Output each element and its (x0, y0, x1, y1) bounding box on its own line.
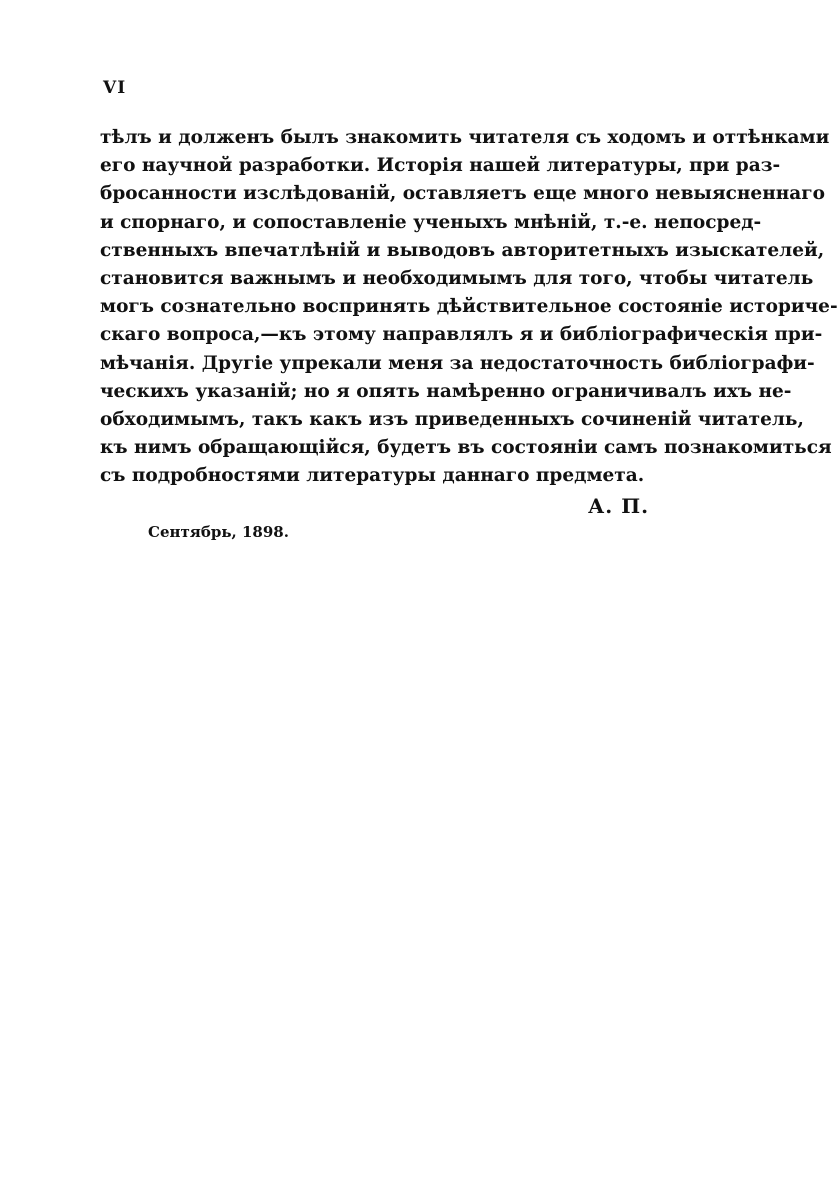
text-line: его научной разработки. Исторія нашей литературы, при раз- (100, 155, 781, 177)
text-line: ческихъ указаній; но я опять намѣренно ограничивалъ ихъ не- (100, 380, 792, 402)
text-line: тѣлъ и долженъ былъ знакомить читателя съ ходомъ и оттѣнками (100, 127, 830, 148)
text-line: скаго вопроса,—къ этому направлялъ я и библіографическія при- (100, 324, 823, 346)
text-line: съ подробностями литературы даннаго предмета. (100, 465, 645, 487)
date-line: Сентябрь, 1898. (148, 523, 289, 541)
text-line: бросанности изслѣдованій, оставляетъ еще много невыясненнаго (100, 183, 825, 205)
text-line: обходимымъ, такъ какъ изъ приведенныхъ сочиненій читатель, (100, 408, 804, 430)
text-line: мѣчанія. Другіе упрекали меня за недостаточность библіографи- (100, 352, 815, 374)
text-line: къ нимъ обращающійся, будетъ въ состояніи самъ познакомиться (100, 437, 832, 459)
text-line: могъ сознательно воспринять дѣйствительное состояніе историче- (100, 296, 838, 318)
page-number: VI (103, 78, 127, 98)
body-text (100, 124, 838, 490)
author-signature: А. П. (588, 494, 650, 518)
text-line: ственныхъ впечатлѣній и выводовъ авторитетныхъ изыскателей, (100, 239, 825, 261)
text-line: и спорнаго, и сопоставленіе ученыхъ мнѣній, т.-е. непосред- (100, 211, 762, 233)
text-line: становится важнымъ и необходимымъ для того, чтобы читатель (100, 267, 814, 289)
